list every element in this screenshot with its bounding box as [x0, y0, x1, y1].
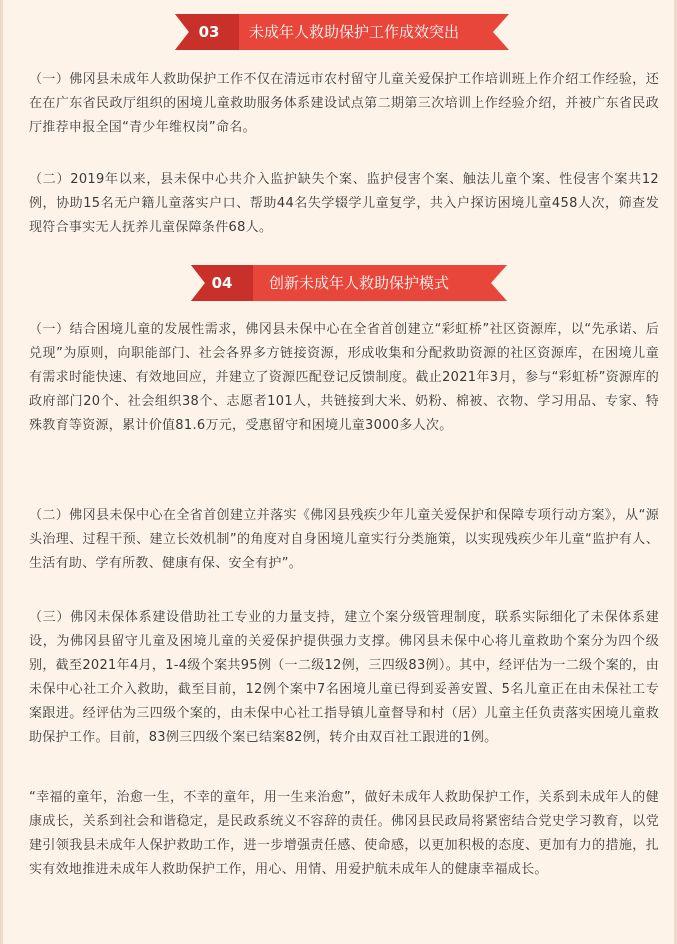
section-number: 04 — [211, 274, 233, 292]
section-04-paragraph-1: （一）结合困境儿童的发展性需求，佛冈县未保中心在全省首创建立“彩虹桥”社区资源库，以“先承诺、后兑现”为原则，向职能部门、社会各界多方链接资源，形成收集和分配救助资源的社区资源库，在困境儿童有需求时能快速、有效地回应，并建立了资源匹配登记反馈制度。截止2021年3月，参与“彩虹桥”资源库的政府部门20个、社会组织38个、志愿者101人，共链接到大米、奶粉、棉被、衣物、学习用品、专家、特殊教育等资源，累计价值81.6万元，受惠留守和困境儿童3000多人次。 — [29, 322, 659, 433]
section-title: 创新未成年人救助保护模式 — [269, 274, 450, 292]
section-04-paragraph-3: （三）佛冈未保体系建设借助社工专业的力量支持，建立个案分级管理制度，联系实际细化了未保体系建设，为佛冈县留守儿童及困境儿童的关爱保护提供强力支撑。佛冈县未保中心将儿童救助个案分为四个级别，截至2021年4月，1-4级个案共95例（一二级12例，三四级83例）。其中，经评估为一二级个案的，由未保中心社工介入救助，截至目前，12例个案中7名困境儿童已得到妥善安置、5名儿童正在由未保社工专案跟进。经评估为三四级个案的，由未保中心社工指导镇儿童督导和村（居）儿童主任负责落实困境儿童救助保护工作。目前，83例三四级个案已结案82例，转介由双百社工跟进的1例。 — [29, 610, 659, 745]
section-03-paragraph-2: （二）2019年以来，县未保中心共介入监护缺失个案、监护侵害个案、触法儿童个案、性侵害个案共12例，协助15名无户籍儿童落实户口、帮助44名失学辍学儿童复学，共入户探访困境儿童458人次，筛查发现符合事实无人抚养儿童保障条件68人。 — [29, 172, 659, 235]
section-03-banner — [175, 14, 509, 50]
section-04-paragraph-2: （二）佛冈县未保中心在全省首创建立并落实《佛冈县残疾少年儿童关爱保护和保障专项行动方案》，从“源头治理、过程干预、建立长效机制”的角度对自身困境儿童实行分类施策，以实现残疾少年儿童“监护有人、生活有助、学有所教、健康有保、安全有护”。 — [29, 508, 659, 571]
section-04-closing-paragraph: “幸福的童年，治愈一生，不幸的童年，用一生来治愈”，做好未成年人救助保护工作，关系到未成年人的健康成长，关系到社会和谐稳定，是民政系统义不容辞的责任。佛冈县民政局将紧密结合党史学习教育，以党建引领我县未成年人保护救助工作，进一步增强责任感、使命感，以更加积极的态度、更加有力的措施，扎实有效地推进未成年人救助保护工作，用心、用情、用爱护航未成年人的健康幸福成长。 — [29, 790, 659, 877]
section-04-banner — [191, 265, 507, 301]
section-number: 03 — [198, 23, 220, 41]
section-03-paragraph-1: （一）佛冈县未成年人救助保护工作不仅在清远市农村留守儿童关爱保护工作培训班上作介绍工作经验，还在在广东省民政厅组织的困境儿童救助服务体系建设试点第二期第三次培训上作经验介绍，并被广东省民政厅推荐申报全国“青少年维权岗”命名。 — [29, 72, 659, 135]
section-title: 未成年人救助保护工作成效突出 — [249, 23, 460, 41]
